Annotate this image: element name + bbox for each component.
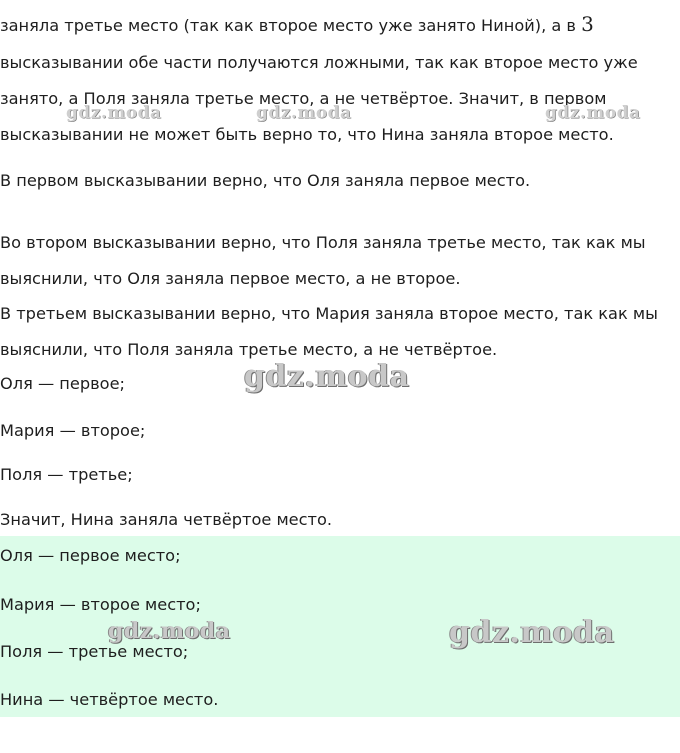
statement-number: 3 [581, 12, 594, 36]
text-line-10: Оля — первое; [0, 374, 125, 393]
text-line-13: Значит, Нина заняла четвёртое место. [0, 510, 333, 529]
text-line-3: занято, а Поля заняла третье место, а не четвёртое. Значит, в первом [0, 89, 607, 108]
answer-line-1: Оля — первое место; [0, 546, 181, 565]
watermark-logo: gdz.moda [108, 618, 231, 644]
answer-line-4: Нина — четвёртое место. [0, 690, 219, 709]
watermark-logo: gdz.moda [244, 359, 410, 394]
text-line-1: заняла третье место (так как второе место уже занято Ниной), а в 3 [0, 12, 594, 36]
text-line-11: Мария — второе; [0, 421, 146, 440]
text-line-5: В первом высказывании верно, что Оля заняла первое место. [0, 171, 531, 190]
watermark-logo: gdz.moda [449, 615, 615, 650]
text-line-12: Поля — третье; [0, 465, 133, 484]
watermark-logo: gdz.moda [545, 103, 641, 123]
text-line-7: выяснили, что Оля заняла первое место, а не второе. [0, 269, 461, 288]
watermark-logo: gdz.moda [66, 103, 162, 123]
text-line-6: Во втором высказывании верно, что Поля заняла третье место, так как мы [0, 233, 646, 252]
text-line-4: высказывании не может быть верно то, что Нина заняла второе место. [0, 125, 614, 144]
answer-line-3: Поля — третье место; [0, 642, 189, 661]
watermark-logo: gdz.moda [256, 103, 352, 123]
text-line-2: высказывании обе части получаются ложными, так как второе место уже [0, 53, 638, 72]
text-line-8: В третьем высказывании верно, что Мария заняла второе место, так как мы [0, 304, 658, 323]
answer-line-2: Мария — второе место; [0, 595, 201, 614]
text-line-9: выяснили, что Поля заняла третье место, а не четвёртое. [0, 340, 498, 359]
